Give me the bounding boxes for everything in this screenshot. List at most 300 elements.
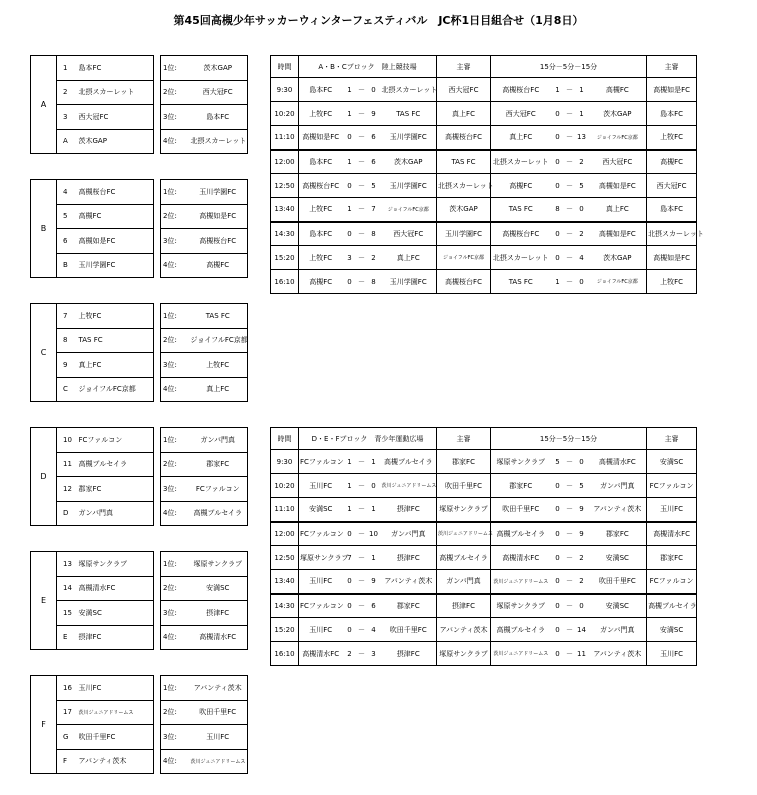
- referee: 上牧FC: [647, 270, 697, 294]
- rank-label: 2位:: [161, 204, 189, 229]
- match-time: 10:20: [271, 474, 299, 498]
- away-team: 茨木GAP: [589, 102, 647, 126]
- rank-team: 玉川学園FC: [189, 180, 248, 205]
- team-number: 3: [57, 105, 77, 130]
- away-team: TAS FC: [381, 102, 437, 126]
- score-separator: －: [357, 126, 367, 150]
- home-team: 北摂スカーレット: [491, 246, 551, 270]
- away-score: 8: [367, 270, 381, 294]
- team-name: 島本FC: [77, 56, 154, 81]
- away-score: 9: [367, 570, 381, 594]
- team-name: 高槻桜台FC: [77, 180, 154, 205]
- referee: 高槻如是FC: [647, 78, 697, 102]
- team-name: 玉川FC: [77, 676, 154, 701]
- score-separator: －: [565, 474, 575, 498]
- away-team: アバンティ茨木: [381, 570, 437, 594]
- home-score: 0: [343, 270, 357, 294]
- away-team: 安満SC: [589, 594, 647, 618]
- time-header: 時間: [271, 428, 299, 450]
- group-letter: B: [31, 180, 57, 278]
- match-time: 13:40: [271, 570, 299, 594]
- score-separator: －: [565, 522, 575, 546]
- rank-label: 4位:: [161, 625, 189, 650]
- rank-label: 1位:: [161, 180, 189, 205]
- referee: アバンティ茨木: [437, 618, 491, 642]
- group-row: [31, 304, 154, 329]
- rank-row: [161, 80, 248, 105]
- home-score: 1: [343, 102, 357, 126]
- rank-row: [161, 452, 248, 477]
- home-score: 7: [343, 546, 357, 570]
- score-separator: －: [565, 78, 575, 102]
- score-separator: －: [565, 102, 575, 126]
- away-score: 0: [575, 270, 589, 294]
- referee: 真上FC: [437, 102, 491, 126]
- rank-label: 2位:: [161, 452, 189, 477]
- home-team: 高槻清水FC: [299, 642, 343, 666]
- score-separator: －: [357, 546, 367, 570]
- away-team: 吹田千里FC: [381, 618, 437, 642]
- home-team: 真上FC: [491, 126, 551, 150]
- away-score: 5: [575, 174, 589, 198]
- away-score: 1: [575, 102, 589, 126]
- away-score: 1: [367, 546, 381, 570]
- rank-team: 高槻FC: [189, 253, 248, 278]
- referee: 塚原サンクラブ: [437, 498, 491, 522]
- team-number: 11: [57, 452, 77, 477]
- team-number: 4: [57, 180, 77, 205]
- match-time: 13:40: [271, 198, 299, 222]
- away-team: ジョイフルFC京都: [589, 126, 647, 150]
- away-team: 高槻如是FC: [589, 174, 647, 198]
- home-team: 高槻ブルセイラ: [491, 618, 551, 642]
- score-separator: －: [565, 246, 575, 270]
- match-row: [271, 126, 697, 150]
- team-number: D: [57, 501, 77, 526]
- team-name: 玉川学園FC: [77, 253, 154, 278]
- match-time: 11:10: [271, 126, 299, 150]
- rank-table-a: [160, 55, 248, 154]
- away-score: 6: [367, 150, 381, 174]
- home-team: 上牧FC: [299, 246, 343, 270]
- away-team: 玉川学園FC: [381, 126, 437, 150]
- home-team: 塚原サンクラブ: [491, 450, 551, 474]
- rank-label: 1位:: [161, 56, 189, 81]
- away-score: 2: [575, 546, 589, 570]
- referee: ガンバ門真: [437, 570, 491, 594]
- rank-label: 3位:: [161, 105, 189, 130]
- score-separator: －: [565, 174, 575, 198]
- rank-row: [161, 304, 248, 329]
- away-score: 10: [367, 522, 381, 546]
- rank-team: 北摂スカーレット: [189, 129, 248, 154]
- away-score: 2: [575, 222, 589, 246]
- away-team: 高槻如是FC: [589, 222, 647, 246]
- rank-team: 島本FC: [189, 105, 248, 130]
- team-name: 郡家FC: [77, 477, 154, 502]
- rank-table-f: [160, 675, 248, 774]
- home-team: 高槻桜台FC: [491, 78, 551, 102]
- rank-label: 1位:: [161, 428, 189, 453]
- match-row: [271, 570, 697, 594]
- match-time: 9:30: [271, 450, 299, 474]
- referee-header: 主審: [647, 428, 697, 450]
- team-number: 6: [57, 229, 77, 254]
- home-score: 0: [551, 618, 565, 642]
- referee: 高槻FC: [647, 150, 697, 174]
- score-separator: －: [565, 222, 575, 246]
- home-score: 0: [551, 150, 565, 174]
- referee: 茨川ジュニアドリームス: [437, 522, 491, 546]
- team-name: 高槻FC: [77, 204, 154, 229]
- rank-label: 2位:: [161, 80, 189, 105]
- score-separator: －: [357, 522, 367, 546]
- rank-team: 吹田千里FC: [189, 700, 248, 725]
- match-time: 12:00: [271, 522, 299, 546]
- score-separator: －: [565, 618, 575, 642]
- home-score: 0: [343, 618, 357, 642]
- home-score: 0: [551, 246, 565, 270]
- rank-team: FCファルコン: [189, 477, 248, 502]
- home-score: 1: [343, 150, 357, 174]
- score-separator: －: [357, 594, 367, 618]
- home-score: 1: [343, 450, 357, 474]
- group-table-e: [30, 551, 154, 650]
- referee: 安満SC: [647, 618, 697, 642]
- rank-team: 塚原サンクラブ: [189, 552, 248, 577]
- time-header: 時間: [271, 56, 299, 78]
- away-score: 9: [575, 498, 589, 522]
- home-team: 高槻桜台FC: [299, 174, 343, 198]
- home-team: FCファルコン: [299, 522, 343, 546]
- team-name: ガンバ門真: [77, 501, 154, 526]
- team-name: アバンティ茨木: [77, 749, 154, 774]
- team-number: 2: [57, 80, 77, 105]
- home-team: 高槻FC: [491, 174, 551, 198]
- team-number: C: [57, 377, 77, 402]
- home-score: 0: [551, 546, 565, 570]
- away-score: 1: [367, 498, 381, 522]
- match-row: [271, 450, 697, 474]
- team-name: FCファルコン: [77, 428, 154, 453]
- match-time: 9:30: [271, 78, 299, 102]
- group-letter: E: [31, 552, 57, 650]
- home-team: 塚原サンクラブ: [491, 594, 551, 618]
- referee: 高槻如是FC: [647, 246, 697, 270]
- match-row: [271, 270, 697, 294]
- away-team: 玉川学園FC: [381, 270, 437, 294]
- away-score: 5: [367, 174, 381, 198]
- home-score: 1: [551, 78, 565, 102]
- team-number: 8: [57, 328, 77, 353]
- home-team: 玉川FC: [299, 570, 343, 594]
- group-row: [31, 428, 154, 453]
- away-team: 玉川学園FC: [381, 174, 437, 198]
- referee-header: 主審: [437, 56, 491, 78]
- rank-label: 1位:: [161, 304, 189, 329]
- rank-team: 西大冠FC: [189, 80, 248, 105]
- team-number: 1: [57, 56, 77, 81]
- home-score: 3: [343, 246, 357, 270]
- referee: 玉川FC: [647, 498, 697, 522]
- away-score: 0: [575, 594, 589, 618]
- team-number: E: [57, 625, 77, 650]
- team-name: 安満SC: [77, 601, 154, 626]
- block-header: D・E・Fブロック 青少年運動広場: [299, 428, 437, 450]
- rank-label: 2位:: [161, 576, 189, 601]
- away-score: 11: [575, 642, 589, 666]
- score-separator: －: [565, 594, 575, 618]
- away-team: 真上FC: [589, 198, 647, 222]
- home-team: 上牧FC: [299, 198, 343, 222]
- group-row: [31, 180, 154, 205]
- home-score: 0: [551, 126, 565, 150]
- referee: 島本FC: [647, 198, 697, 222]
- score-separator: －: [357, 102, 367, 126]
- rank-label: 1位:: [161, 676, 189, 701]
- match-row: [271, 198, 697, 222]
- group-table-b: [30, 179, 154, 278]
- referee: 高槻桜台FC: [437, 270, 491, 294]
- home-team: 吹田千里FC: [491, 498, 551, 522]
- match-time: 11:10: [271, 498, 299, 522]
- match-time: 15:20: [271, 246, 299, 270]
- away-team: 高槻ブルセイラ: [381, 450, 437, 474]
- rank-label: 1位:: [161, 552, 189, 577]
- home-team: TAS FC: [491, 270, 551, 294]
- away-team: ジョイフルFC京都: [381, 198, 437, 222]
- rank-team: アバンティ茨木: [189, 676, 248, 701]
- rank-table-b: [160, 179, 248, 278]
- rank-row: [161, 56, 248, 81]
- away-score: 2: [575, 150, 589, 174]
- rank-team: 茨木GAP: [189, 56, 248, 81]
- team-number: 12: [57, 477, 77, 502]
- score-separator: －: [565, 126, 575, 150]
- away-score: 2: [367, 246, 381, 270]
- rank-row: [161, 253, 248, 278]
- group-letter: F: [31, 676, 57, 774]
- referee: 高槻清水FC: [647, 522, 697, 546]
- home-team: 安満SC: [299, 498, 343, 522]
- score-separator: －: [357, 174, 367, 198]
- match-row: [271, 546, 697, 570]
- score-separator: －: [357, 618, 367, 642]
- away-team: 高槻FC: [589, 78, 647, 102]
- home-team: 玉川FC: [299, 474, 343, 498]
- rank-label: 3位:: [161, 229, 189, 254]
- rank-row: [161, 105, 248, 130]
- away-score: 13: [575, 126, 589, 150]
- away-team: ガンバ門真: [381, 522, 437, 546]
- referee: 北摂スカーレット: [647, 222, 697, 246]
- score-separator: －: [357, 498, 367, 522]
- match-row: [271, 246, 697, 270]
- match-row: [271, 594, 697, 618]
- score-separator: －: [357, 570, 367, 594]
- referee: 島本FC: [647, 102, 697, 126]
- rank-label: 4位:: [161, 377, 189, 402]
- home-score: 1: [551, 270, 565, 294]
- rank-label: 4位:: [161, 749, 189, 774]
- group-letter: C: [31, 304, 57, 402]
- group-row: [31, 676, 154, 701]
- group-row: [31, 56, 154, 81]
- away-team: 高槻清水FC: [589, 450, 647, 474]
- rank-row: [161, 353, 248, 378]
- rank-team: 高槻清水FC: [189, 625, 248, 650]
- match-time: 14:30: [271, 222, 299, 246]
- team-name: 上牧FC: [77, 304, 154, 329]
- score-separator: －: [357, 450, 367, 474]
- home-score: 0: [343, 522, 357, 546]
- home-team: TAS FC: [491, 198, 551, 222]
- away-score: 4: [367, 618, 381, 642]
- away-team: 西大冠FC: [381, 222, 437, 246]
- away-score: 1: [575, 78, 589, 102]
- rank-row: [161, 576, 248, 601]
- rank-team: 茨川ジュニアドリームス: [189, 749, 248, 774]
- rank-team: 高槻桜台FC: [189, 229, 248, 254]
- home-team: 上牧FC: [299, 102, 343, 126]
- rank-row: [161, 501, 248, 526]
- rank-table-d: [160, 427, 248, 526]
- match-time: 16:10: [271, 642, 299, 666]
- home-team: FCファルコン: [299, 594, 343, 618]
- away-team: 安満SC: [589, 546, 647, 570]
- team-number: 16: [57, 676, 77, 701]
- team-name: 西大冠FC: [77, 105, 154, 130]
- team-number: 7: [57, 304, 77, 329]
- match-row: [271, 498, 697, 522]
- away-team: 北摂スカーレット: [381, 78, 437, 102]
- rank-label: 3位:: [161, 725, 189, 750]
- format-header: 15分－5分－15分: [491, 428, 647, 450]
- team-name: 茨川ジュニアドリームス: [77, 700, 154, 725]
- home-team: 高槻桜台FC: [491, 222, 551, 246]
- referee: TAS FC: [437, 150, 491, 174]
- home-score: 0: [343, 174, 357, 198]
- away-score: 14: [575, 618, 589, 642]
- away-team: 茨木GAP: [381, 150, 437, 174]
- rank-row: [161, 428, 248, 453]
- match-row: [271, 102, 697, 126]
- referee: 西大冠FC: [647, 174, 697, 198]
- away-score: 5: [575, 474, 589, 498]
- referee: 摂津FC: [437, 594, 491, 618]
- away-team: ガンバ門真: [589, 618, 647, 642]
- referee: 北摂スカーレット: [437, 174, 491, 198]
- match-row: [271, 174, 697, 198]
- referee: 吹田千里FC: [437, 474, 491, 498]
- rank-table-c: [160, 303, 248, 402]
- rank-team: TAS FC: [189, 304, 248, 329]
- rank-row: [161, 725, 248, 750]
- rank-row: [161, 601, 248, 626]
- schedule-header: [271, 428, 697, 450]
- away-score: 8: [367, 222, 381, 246]
- away-team: アバンティ茨木: [589, 498, 647, 522]
- away-score: 6: [367, 126, 381, 150]
- home-team: 高槻清水FC: [491, 546, 551, 570]
- score-separator: －: [565, 270, 575, 294]
- away-score: 0: [367, 78, 381, 102]
- rank-label: 3位:: [161, 477, 189, 502]
- rank-row: [161, 377, 248, 402]
- group-table-a: [30, 55, 154, 154]
- match-row: [271, 618, 697, 642]
- score-separator: －: [565, 450, 575, 474]
- rank-team: 玉川FC: [189, 725, 248, 750]
- group-table-f: [30, 675, 154, 774]
- team-number: F: [57, 749, 77, 774]
- team-name: 摂津FC: [77, 625, 154, 650]
- match-time: 15:20: [271, 618, 299, 642]
- team-number: 17: [57, 700, 77, 725]
- rank-row: [161, 552, 248, 577]
- team-name: 高槻如是FC: [77, 229, 154, 254]
- match-row: [271, 78, 697, 102]
- home-score: 0: [551, 498, 565, 522]
- home-score: 0: [551, 222, 565, 246]
- home-team: 西大冠FC: [491, 102, 551, 126]
- away-score: 3: [367, 642, 381, 666]
- group-table-c: [30, 303, 154, 402]
- referee: FCファルコン: [647, 570, 697, 594]
- home-team: 島本FC: [299, 78, 343, 102]
- match-time: 12:00: [271, 150, 299, 174]
- score-separator: －: [565, 498, 575, 522]
- group-letter: A: [31, 56, 57, 154]
- referee: 高槻桜台FC: [437, 126, 491, 150]
- referee-header: 主審: [437, 428, 491, 450]
- home-team: 島本FC: [299, 150, 343, 174]
- away-score: 6: [367, 594, 381, 618]
- rank-row: [161, 129, 248, 154]
- match-time: 12:50: [271, 546, 299, 570]
- away-team: 西大冠FC: [589, 150, 647, 174]
- team-number: G: [57, 725, 77, 750]
- home-score: 0: [551, 570, 565, 594]
- match-row: [271, 474, 697, 498]
- home-team: 郡家FC: [491, 474, 551, 498]
- match-time: 12:50: [271, 174, 299, 198]
- away-team: 摂津FC: [381, 498, 437, 522]
- home-score: 0: [551, 102, 565, 126]
- rank-team: 安満SC: [189, 576, 248, 601]
- away-team: 真上FC: [381, 246, 437, 270]
- team-name: TAS FC: [77, 328, 154, 353]
- team-name: 塚原サンクラブ: [77, 552, 154, 577]
- rank-table-e: [160, 551, 248, 650]
- home-team: 北摂スカーレット: [491, 150, 551, 174]
- rank-team: 上牧FC: [189, 353, 248, 378]
- score-separator: －: [357, 474, 367, 498]
- away-team: アバンティ茨木: [589, 642, 647, 666]
- referee: 西大冠FC: [437, 78, 491, 102]
- rank-team: 真上FC: [189, 377, 248, 402]
- match-row: [271, 150, 697, 174]
- home-team: FCファルコン: [299, 450, 343, 474]
- rank-row: [161, 477, 248, 502]
- away-score: 1: [367, 450, 381, 474]
- home-score: 0: [343, 126, 357, 150]
- team-name: 高槻ブルセイラ: [77, 452, 154, 477]
- rank-row: [161, 676, 248, 701]
- away-team: 摂津FC: [381, 642, 437, 666]
- match-row: [271, 642, 697, 666]
- home-score: 1: [343, 474, 357, 498]
